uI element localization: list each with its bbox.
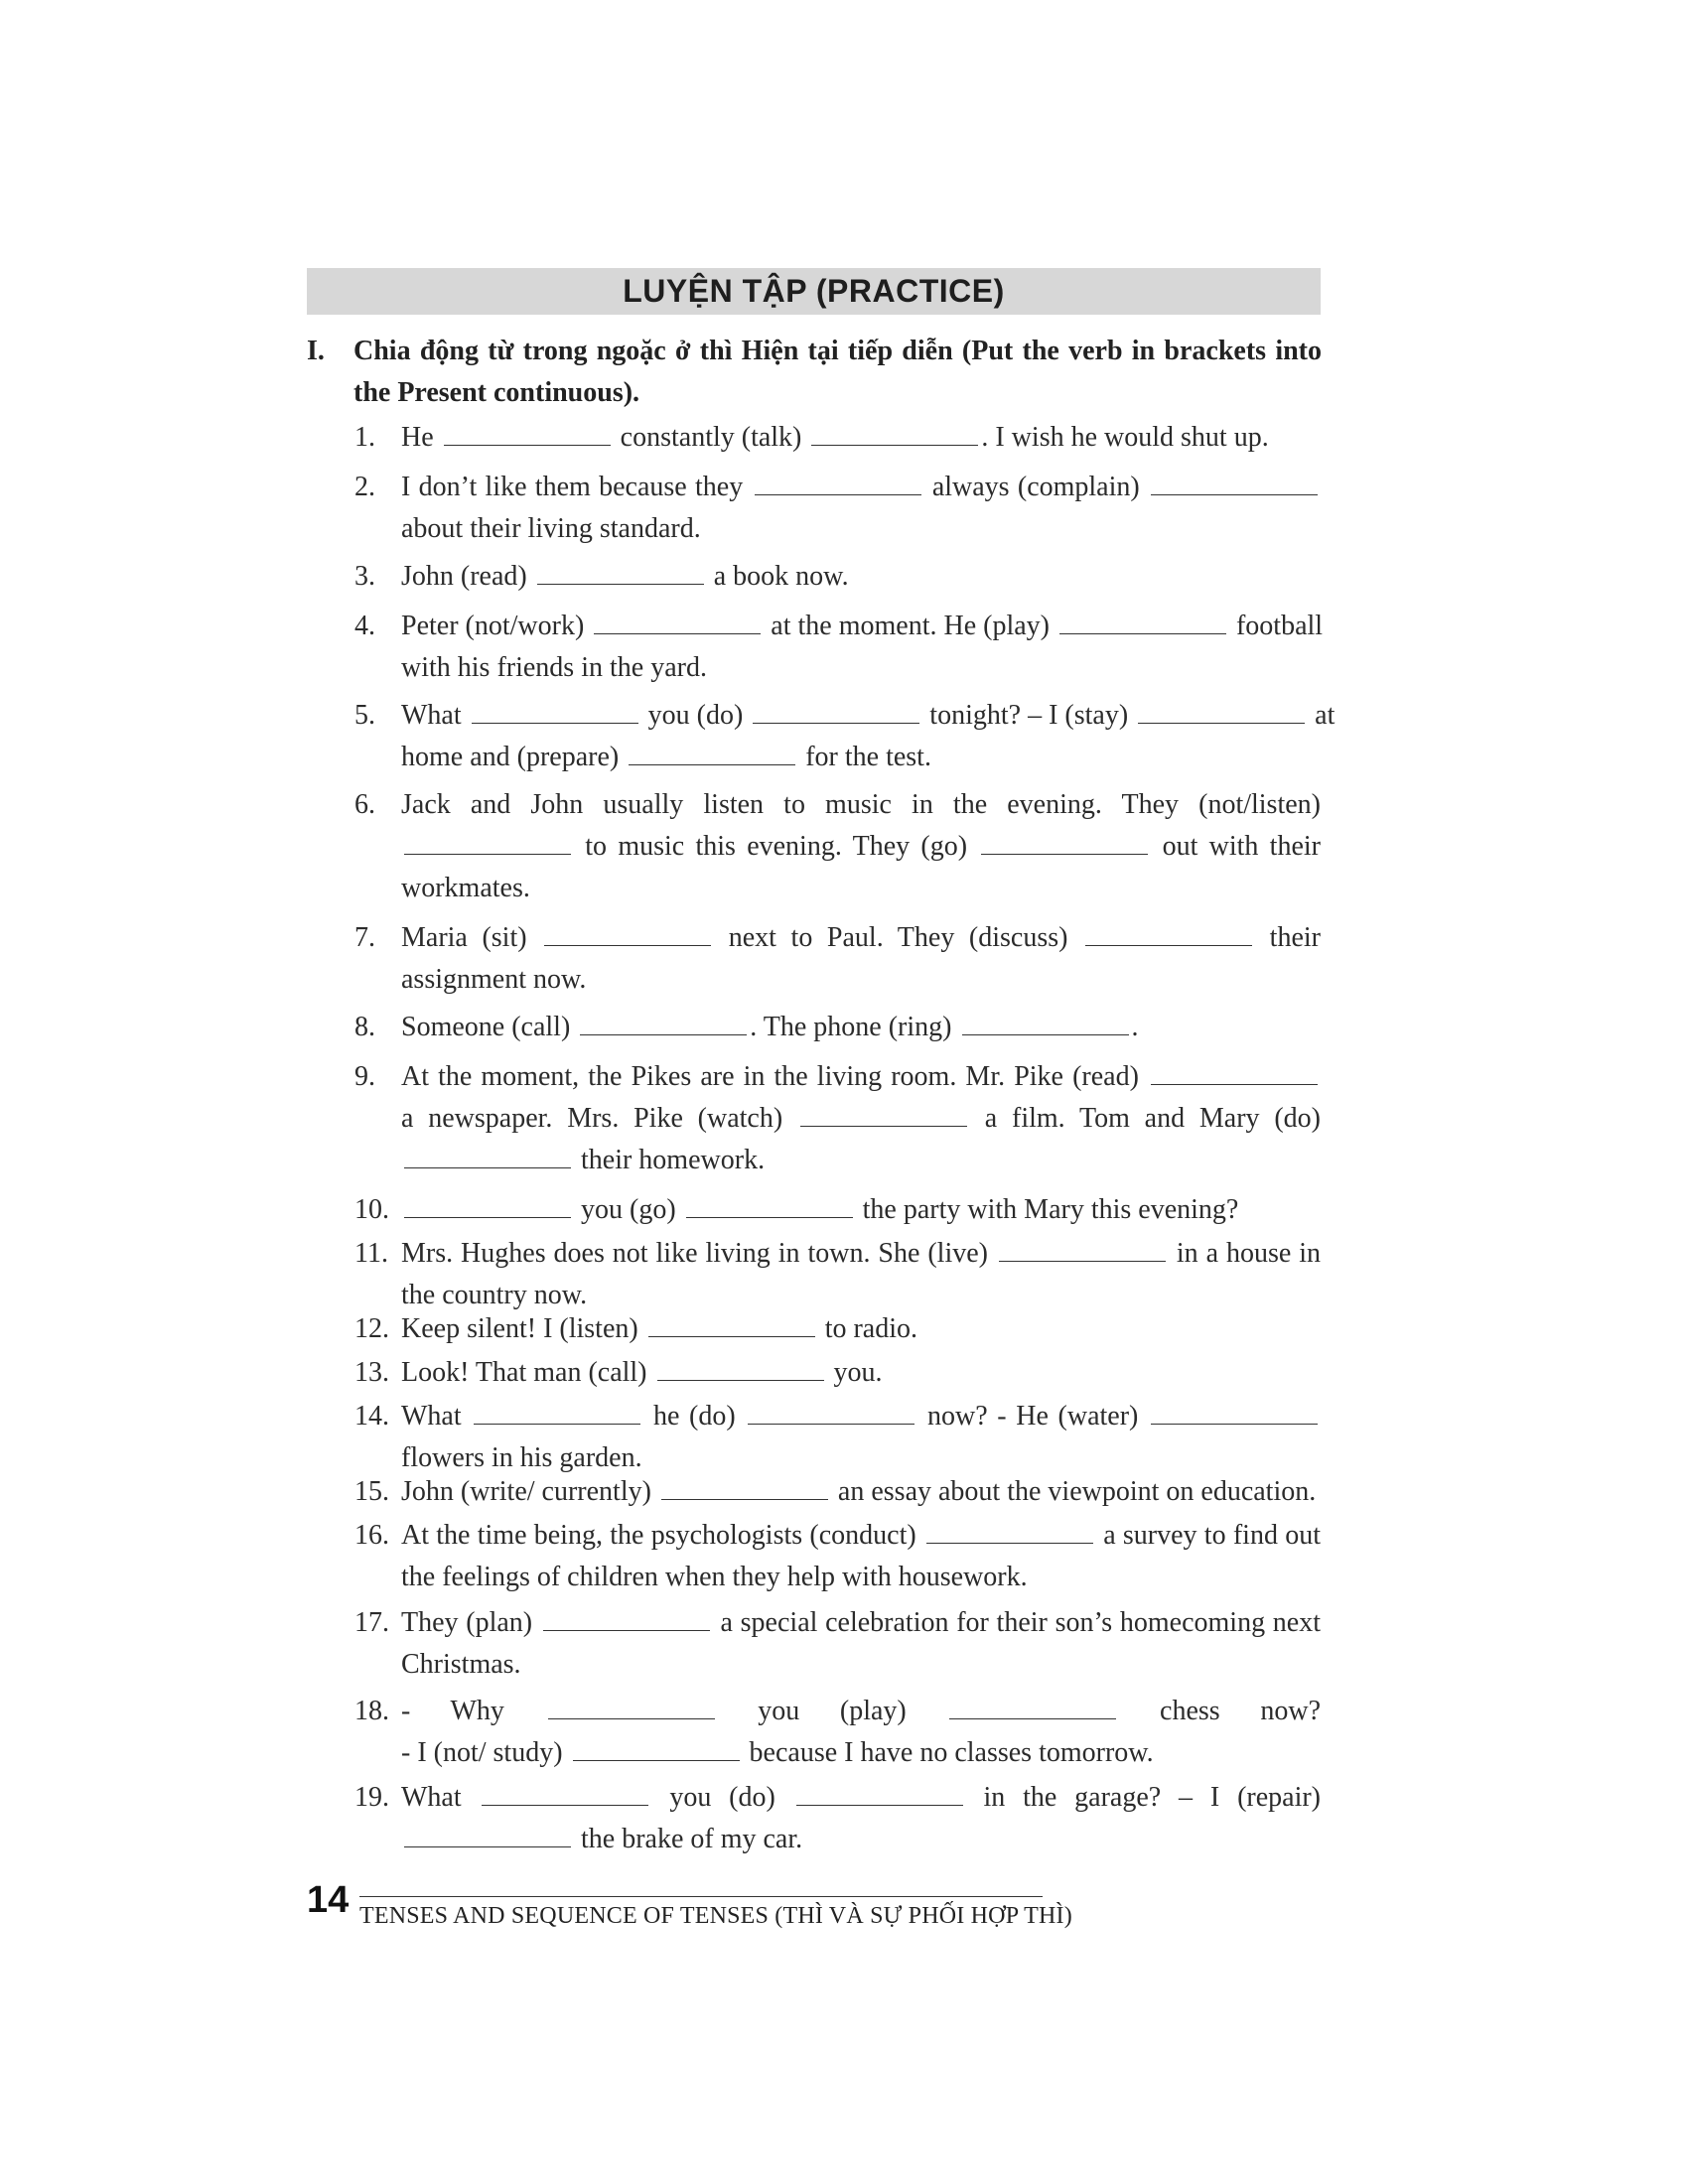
- item-number: 12.: [354, 1313, 389, 1344]
- answer-blank[interactable]: [573, 1734, 740, 1761]
- answer-blank[interactable]: [748, 1398, 914, 1425]
- item-text-segment: a survey to find out: [1095, 1520, 1321, 1551]
- instruction-line-1: Chia động từ trong ngoặc ở thì Hiện tại tiếp diễn (Put the verb in brackets into: [353, 336, 1322, 366]
- item-text: [401, 1233, 1321, 1316]
- item-text-segment: about their living standard.: [401, 513, 701, 544]
- item-line: [401, 1007, 1321, 1048]
- item-text-segment: the feelings of children when they help with housework.: [401, 1562, 1028, 1592]
- item-line: [401, 1098, 1321, 1140]
- item-number: 14.: [354, 1401, 389, 1432]
- item-text-segment: out with their: [1151, 831, 1321, 862]
- page-footer: [307, 1866, 1072, 1929]
- item-text: [401, 1777, 1321, 1860]
- item-text-segment: at the moment. He (play): [764, 611, 1056, 641]
- item-text: [401, 1007, 1321, 1048]
- item-text: [401, 1189, 1321, 1231]
- item-line: [401, 1140, 1321, 1181]
- item-text-segment: for the test.: [798, 742, 931, 772]
- answer-blank[interactable]: [657, 1354, 824, 1381]
- item-text-segment: They (plan): [401, 1607, 540, 1638]
- exercise-number: I.: [307, 336, 325, 366]
- answer-blank[interactable]: [594, 608, 761, 634]
- answer-blank[interactable]: [755, 469, 921, 495]
- answer-blank[interactable]: [648, 1310, 815, 1337]
- item-text-segment: football: [1228, 611, 1324, 641]
- item-text-segment: you.: [826, 1357, 883, 1388]
- item-text: [401, 1396, 1321, 1479]
- item-text-segment: the brake of my car.: [574, 1824, 803, 1854]
- item-text-segment: their homework.: [574, 1145, 766, 1175]
- answer-blank[interactable]: [981, 828, 1148, 855]
- item-line: [401, 1515, 1321, 1557]
- item-text-segment: At the moment, the Pikes are in the living room. Mr. Pike (read): [401, 1061, 1148, 1092]
- item-number: 18.: [354, 1696, 389, 1726]
- item-line: [401, 917, 1321, 959]
- item-line: [401, 1557, 1321, 1598]
- item-text-segment: He: [401, 422, 441, 453]
- item-text-segment: chess now?: [1119, 1696, 1321, 1726]
- item-text-segment: . I wish he would shut up.: [981, 422, 1269, 453]
- answer-blank[interactable]: [537, 558, 704, 585]
- answer-blank[interactable]: [796, 1779, 963, 1806]
- item-text-segment: Someone (call): [401, 1012, 578, 1042]
- item-text-segment: now? - He (water): [917, 1401, 1149, 1432]
- item-number: 15.: [354, 1476, 389, 1507]
- item-line: [401, 606, 1324, 647]
- item-text-segment: because I have no classes tomorrow.: [742, 1737, 1154, 1768]
- item-number: 6.: [354, 789, 375, 820]
- item-line: [401, 1819, 1321, 1860]
- answer-blank[interactable]: [1085, 919, 1252, 946]
- item-text-segment: their: [1255, 922, 1321, 953]
- item-line: [401, 467, 1321, 508]
- item-line: [401, 417, 1321, 459]
- item-number: 5.: [354, 700, 375, 731]
- item-line: [401, 1233, 1321, 1275]
- item-line: [401, 647, 1321, 689]
- answer-blank[interactable]: [404, 828, 571, 855]
- item-text-segment: Christmas.: [401, 1649, 521, 1680]
- answer-blank[interactable]: [629, 739, 795, 765]
- item-text-segment: at: [1308, 700, 1336, 731]
- item-line: [401, 1602, 1321, 1644]
- answer-blank[interactable]: [444, 419, 611, 446]
- item-number: 17.: [354, 1607, 389, 1638]
- item-line: [401, 1396, 1321, 1437]
- item-line: [401, 1691, 1321, 1732]
- item-number: 8.: [354, 1012, 375, 1042]
- item-text-segment: Peter (not/work): [401, 611, 592, 641]
- answer-blank[interactable]: [1151, 1058, 1318, 1085]
- item-number: 4.: [354, 611, 375, 641]
- item-text-segment: John (write/ currently): [401, 1476, 658, 1507]
- item-text-segment: the party with Mary this evening?: [855, 1194, 1239, 1225]
- item-number: 2.: [354, 472, 375, 502]
- item-text-segment: - I (not/ study): [401, 1737, 570, 1768]
- answer-blank[interactable]: [580, 1009, 747, 1035]
- item-line: [401, 508, 1321, 550]
- item-text-segment: you (go): [574, 1194, 683, 1225]
- item-text-segment: Look! That man (call): [401, 1357, 654, 1388]
- item-line: [401, 1056, 1321, 1098]
- item-text-segment: What: [401, 700, 469, 731]
- item-text-segment: home and (prepare): [401, 742, 627, 772]
- answer-blank[interactable]: [543, 1604, 710, 1631]
- item-line: [401, 1352, 1321, 1394]
- item-line: [401, 1732, 1321, 1774]
- item-text-segment: At the time being, the psychologists (conduct): [401, 1520, 923, 1551]
- item-number: 13.: [354, 1357, 389, 1388]
- item-number: 1.: [354, 422, 375, 453]
- item-line: [401, 737, 1321, 778]
- item-line: [401, 868, 1321, 909]
- item-text-segment: constantly (talk): [613, 422, 809, 453]
- item-number: 19.: [354, 1782, 389, 1813]
- item-text-segment: a newspaper. Mrs. Pike (watch): [401, 1103, 797, 1134]
- item-line: [401, 959, 1321, 1001]
- item-text: [401, 1471, 1321, 1513]
- item-text: [401, 1691, 1321, 1774]
- item-text: [401, 784, 1321, 909]
- item-line: [401, 556, 1321, 598]
- item-text-segment: you (play): [717, 1696, 947, 1726]
- item-line: [401, 1471, 1321, 1513]
- item-line: [401, 695, 1336, 737]
- item-text-segment: a book now.: [706, 561, 849, 592]
- answer-blank[interactable]: [949, 1693, 1116, 1719]
- item-text: [401, 1352, 1321, 1394]
- item-text-segment: .: [1131, 1012, 1139, 1042]
- answer-blank[interactable]: [811, 419, 978, 446]
- item-number: 16.: [354, 1520, 389, 1551]
- item-line: [401, 1189, 1321, 1231]
- item-text: [401, 1515, 1321, 1598]
- item-text-segment: Mrs. Hughes does not like living in town. She (live): [401, 1238, 996, 1269]
- item-text-segment: an essay about the viewpoint on education.: [830, 1476, 1317, 1507]
- item-text: [401, 1602, 1321, 1686]
- item-number: 10.: [354, 1194, 389, 1225]
- item-number: 11.: [354, 1238, 388, 1269]
- answer-blank[interactable]: [926, 1517, 1093, 1544]
- answer-blank[interactable]: [404, 1821, 571, 1847]
- footer-rule: [359, 1896, 1043, 1897]
- item-text-segment: a film. Tom and Mary (do): [969, 1103, 1321, 1134]
- answer-blank[interactable]: [1151, 1398, 1318, 1425]
- answer-blank[interactable]: [753, 697, 919, 724]
- item-text-segment: assignment now.: [401, 964, 587, 995]
- item-text-segment: you (do): [640, 700, 751, 731]
- item-text-segment: What: [401, 1782, 480, 1813]
- item-text-segment: in a house in: [1168, 1238, 1321, 1269]
- item-line: [401, 1777, 1321, 1819]
- item-text-segment: Maria (sit): [401, 922, 542, 953]
- item-text-segment: a special celebration for their son’s homecoming next: [712, 1607, 1321, 1638]
- item-text: [401, 1308, 1321, 1350]
- item-line: [401, 826, 1321, 868]
- item-text-segment: next to Paul. They (discuss): [714, 922, 1083, 953]
- item-number: 9.: [354, 1061, 375, 1092]
- answer-blank[interactable]: [962, 1009, 1129, 1035]
- answer-blank[interactable]: [1059, 608, 1226, 634]
- answer-blank[interactable]: [1138, 697, 1305, 724]
- item-text-segment: in the garage? – I (repair): [965, 1782, 1322, 1813]
- exercise-instruction-text: [353, 331, 1322, 414]
- item-text-segment: to music this evening. They (go): [574, 831, 979, 862]
- item-text: [401, 1056, 1321, 1181]
- item-text-segment: flowers in his garden.: [401, 1442, 642, 1473]
- item-text-segment: . The phone (ring): [750, 1012, 959, 1042]
- answer-blank[interactable]: [472, 697, 638, 724]
- item-text: [401, 417, 1321, 459]
- instruction-line-2: the Present continuous).: [353, 377, 640, 408]
- item-text-segment: What: [401, 1401, 472, 1432]
- answer-blank[interactable]: [404, 1191, 571, 1218]
- answer-blank[interactable]: [999, 1235, 1166, 1262]
- item-number: 3.: [354, 561, 375, 592]
- answer-blank[interactable]: [482, 1779, 648, 1806]
- item-text: [401, 606, 1324, 689]
- item-text-segment: workmates.: [401, 873, 530, 903]
- answer-blank[interactable]: [404, 1142, 571, 1168]
- item-text-segment: tonight? – I (stay): [922, 700, 1136, 731]
- item-text-segment: - Why: [401, 1696, 545, 1726]
- item-text-segment: with his friends in the yard.: [401, 652, 707, 683]
- item-text-segment: John (read): [401, 561, 534, 592]
- item-text-segment: to radio.: [817, 1313, 918, 1344]
- item-text: [401, 467, 1321, 550]
- item-line: [401, 1644, 1321, 1686]
- answer-blank[interactable]: [544, 919, 711, 946]
- item-text-segment: Jack and John usually listen to music in the evening. They (not/listen): [401, 789, 1321, 820]
- answer-blank[interactable]: [1151, 469, 1318, 495]
- answer-blank[interactable]: [661, 1473, 828, 1500]
- footer-text: TENSES AND SEQUENCE OF TENSES (THÌ VÀ SỰ PHỐI HỢP THÌ): [359, 1903, 1072, 1929]
- item-text-segment: he (do): [643, 1401, 746, 1432]
- answer-blank[interactable]: [686, 1191, 853, 1218]
- item-text: [401, 695, 1336, 778]
- item-text: [401, 917, 1321, 1001]
- item-number: 7.: [354, 922, 375, 953]
- item-text-segment: you (do): [651, 1782, 793, 1813]
- item-text-segment: the country now.: [401, 1280, 588, 1310]
- practice-title: LUYỆN TẬP (PRACTICE): [307, 268, 1321, 315]
- answer-blank[interactable]: [548, 1693, 715, 1719]
- item-line: [401, 784, 1321, 826]
- item-line: [401, 1308, 1321, 1350]
- answer-blank[interactable]: [474, 1398, 640, 1425]
- page-number: 14: [307, 1879, 350, 1921]
- answer-blank[interactable]: [800, 1100, 967, 1127]
- item-text-segment: always (complain): [923, 472, 1149, 502]
- item-text-segment: Keep silent! I (listen): [401, 1313, 645, 1344]
- item-text: [401, 556, 1321, 598]
- item-text-segment: I don’t like them because they: [401, 472, 752, 502]
